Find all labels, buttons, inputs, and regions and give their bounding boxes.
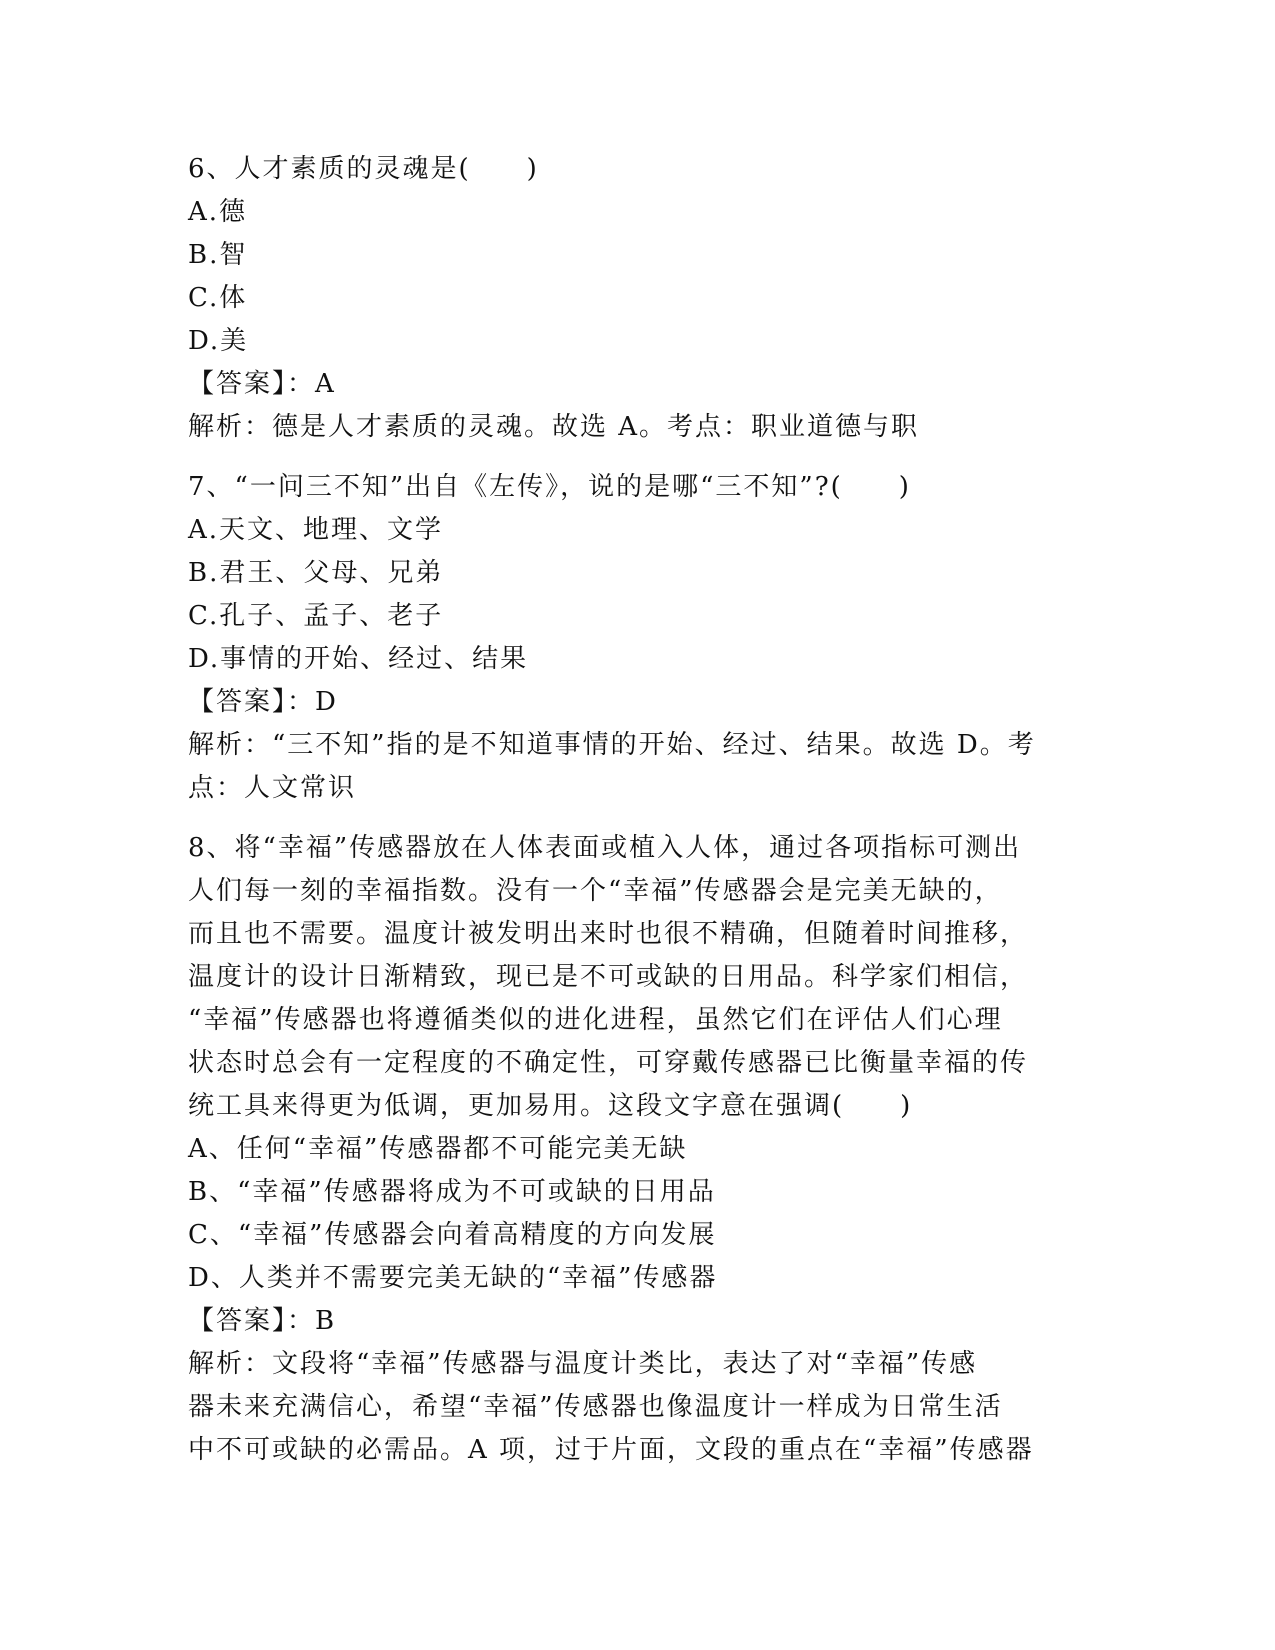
option-c: C.孔子、孟子、老子	[188, 601, 444, 631]
analysis-line: 解析：德是人才素质的灵魂。故选 A。考点：职业道德与职	[188, 412, 920, 442]
analysis-line: 解析：文段将“幸福”传感器与温度计类比，表达了对“幸福”传感	[188, 1349, 978, 1379]
option-b: B.君王、父母、兄弟	[188, 558, 444, 588]
analysis-line: 解析：“三不知”指的是不知道事情的开始、经过、结果。故选 D。考	[188, 730, 1036, 760]
question-7	[188, 466, 1088, 810]
answer-line: 【答案】：A	[188, 369, 336, 399]
question-stem-line: “幸福”传感器也将遵循类似的进化进程，虽然它们在评估人们心理	[188, 1005, 1003, 1035]
question-6	[188, 148, 1088, 449]
question-stem-line: 状态时总会有一定程度的不确定性，可穿戴传感器已比衡量幸福的传	[188, 1048, 1029, 1078]
question-8	[188, 827, 1088, 1472]
question-stem-line: 7、“一问三不知”出自《左传》，说的是哪“三不知”?( )	[188, 472, 911, 502]
answer-line: 【答案】：D	[188, 687, 338, 717]
question-stem-line: 温度计的设计日渐精致，现已是不可或缺的日用品。科学家们相信，	[188, 962, 1029, 992]
option-d: D、人类并不需要完美无缺的“幸福”传感器	[188, 1263, 718, 1293]
question-spacer	[188, 810, 1088, 827]
option-d: D.事情的开始、经过、结果	[188, 644, 529, 674]
question-stem-line: 而且也不需要。温度计被发明出来时也很不精确，但随着时间推移，	[188, 919, 1029, 949]
option-b: B.智	[188, 240, 248, 270]
question-stem-line: 8、将“幸福”传感器放在人体表面或植入人体，通过各项指标可测出	[188, 833, 1022, 863]
option-a: A.德	[188, 197, 248, 227]
question-list	[188, 148, 1088, 1472]
option-d: D.美	[188, 326, 249, 356]
analysis-line: 器未来充满信心，希望“幸福”传感器也像温度计一样成为日常生活	[188, 1392, 1003, 1422]
question-spacer	[188, 449, 1088, 466]
question-stem-line: 人们每一刻的幸福指数。没有一个“幸福”传感器会是完美无缺的，	[188, 876, 1003, 906]
analysis-line: 中不可或缺的必需品。A 项，过于片面，文段的重点在“幸福”传感器	[188, 1435, 1034, 1465]
analysis-line: 点：人文常识	[188, 773, 357, 803]
question-stem-line: 6、人才素质的灵魂是( )	[188, 154, 539, 184]
answer-line: 【答案】：B	[188, 1306, 337, 1336]
option-c: C、“幸福”传感器会向着高精度的方向发展	[188, 1220, 717, 1250]
question-stem-line: 统工具来得更为低调，更加易用。这段文字意在强调( )	[188, 1091, 913, 1121]
option-a: A、任何“幸福”传感器都不可能完美无缺	[188, 1134, 688, 1164]
option-a: A.天文、地理、文学	[188, 515, 444, 545]
option-b: B、“幸福”传感器将成为不可或缺的日用品	[188, 1177, 716, 1207]
option-c: C.体	[188, 283, 248, 313]
